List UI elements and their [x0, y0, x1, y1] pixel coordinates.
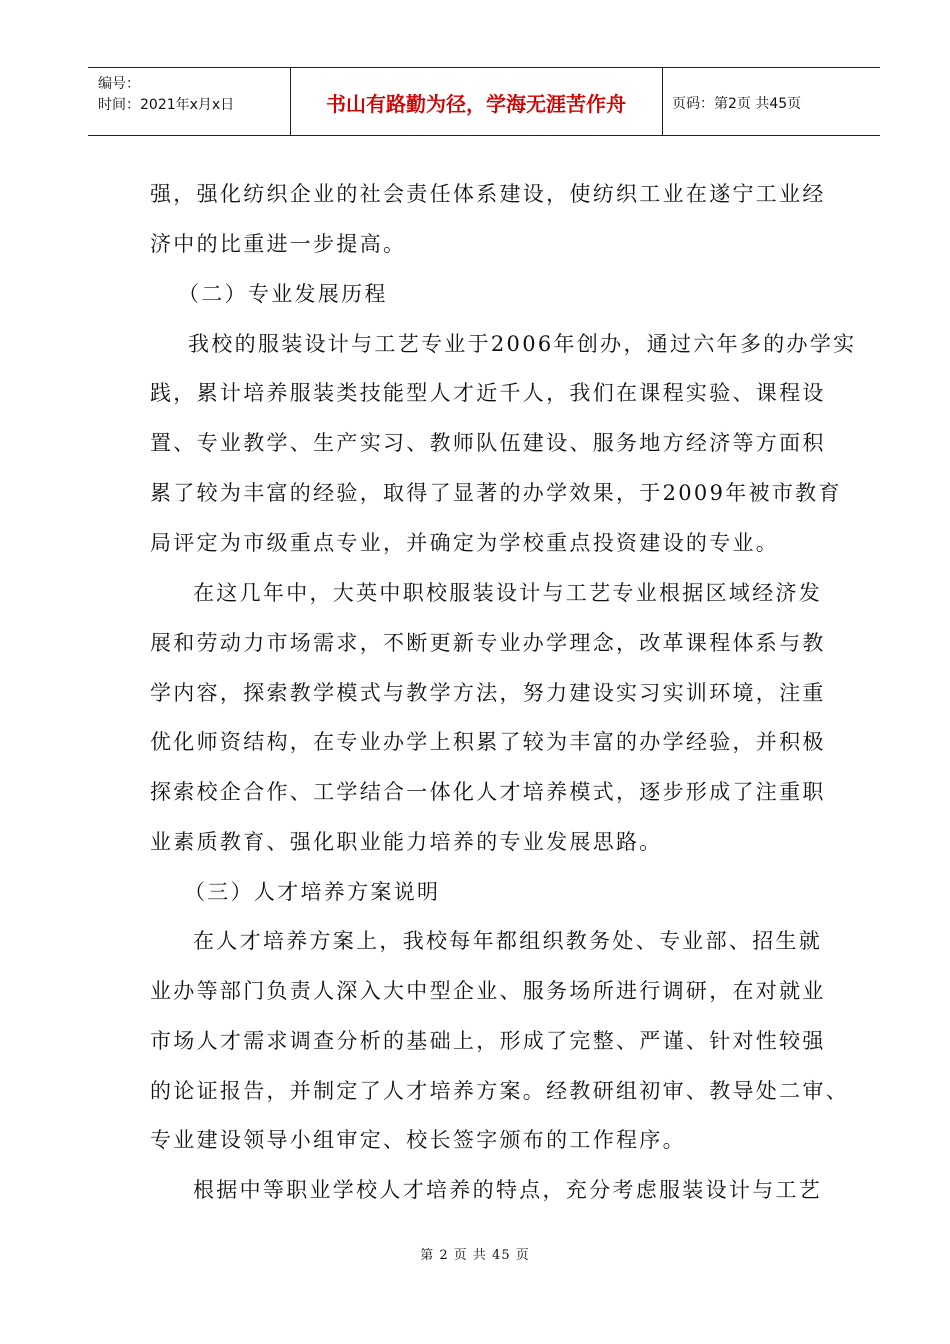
text-line: 市场人才需求调查分析的基础上，形成了完整、严谨、针对性较强 — [150, 1029, 826, 1053]
text-line: 业办等部门负责人深入大中型企业、服务场所进行调研，在对就业 — [150, 979, 826, 1003]
text-line: 在这几年中，大英中职校服装设计与工艺专业根据区域经济发 — [193, 581, 823, 605]
section-heading: （二）专业发展历程 — [178, 282, 388, 306]
header-motto: 书山有路勤为径，学海无涯苦作舟 — [326, 92, 626, 116]
text-line: 探索校企合作、工学结合一体化人才培养模式，逐步形成了注重职 — [150, 780, 826, 804]
text-line: 践，累计培养服装类技能型人才近千人，我们在课程实验、课程设 — [150, 381, 826, 405]
time-label: 时间：2021年x月x日 — [98, 97, 235, 113]
text-line: 优化师资结构，在专业办学上积累了较为丰富的办学经验，并积极 — [150, 730, 826, 754]
header-meta — [98, 74, 234, 116]
text-line: 累了较为丰富的经验，取得了显著的办学效果，于2009年被市教育 — [150, 481, 842, 505]
text-line: 强，强化纺织企业的社会责任体系建设，使纺织工业在遂宁工业经 — [150, 182, 826, 206]
page-header — [88, 67, 880, 136]
page-footer: 第 2 页 共 45 页 — [420, 1248, 530, 1263]
text-line: 我校的服装设计与工艺专业于2006年创办，通过六年多的办学实 — [188, 332, 857, 356]
text-line: 局评定为市级重点专业，并确定为学校重点投资建设的专业。 — [150, 531, 780, 555]
number-label: 编号： — [98, 76, 140, 92]
text-line: 专业建设领导小组审定、校长签字颁布的工作程序。 — [150, 1128, 686, 1152]
header-divider-right — [662, 68, 663, 135]
text-line: 学内容，探索教学模式与教学方法，努力建设实习实训环境，注重 — [150, 681, 826, 705]
text-line: 在人才培养方案上，我校每年都组织教务处、专业部、招生就 — [193, 929, 823, 953]
text-line: 济中的比重进一步提高。 — [150, 232, 407, 256]
text-line: 根据中等职业学校人才培养的特点，充分考虑服装设计与工艺 — [193, 1178, 823, 1202]
section-heading: （三）人才培养方案说明 — [184, 880, 441, 904]
text-line: 展和劳动力市场需求，不断更新专业办学理念，改革课程体系与教 — [150, 631, 826, 655]
text-line: 置、专业教学、生产实习、教师队伍建设、服务地方经济等方面积 — [150, 431, 826, 455]
header-page-info: 页码：第2页 共45页 — [672, 95, 802, 112]
text-line: 业素质教育、强化职业能力培养的专业发展思路。 — [150, 830, 663, 854]
text-line: 的论证报告，并制定了人才培养方案。经教研组初审、教导处二审、 — [150, 1079, 849, 1103]
